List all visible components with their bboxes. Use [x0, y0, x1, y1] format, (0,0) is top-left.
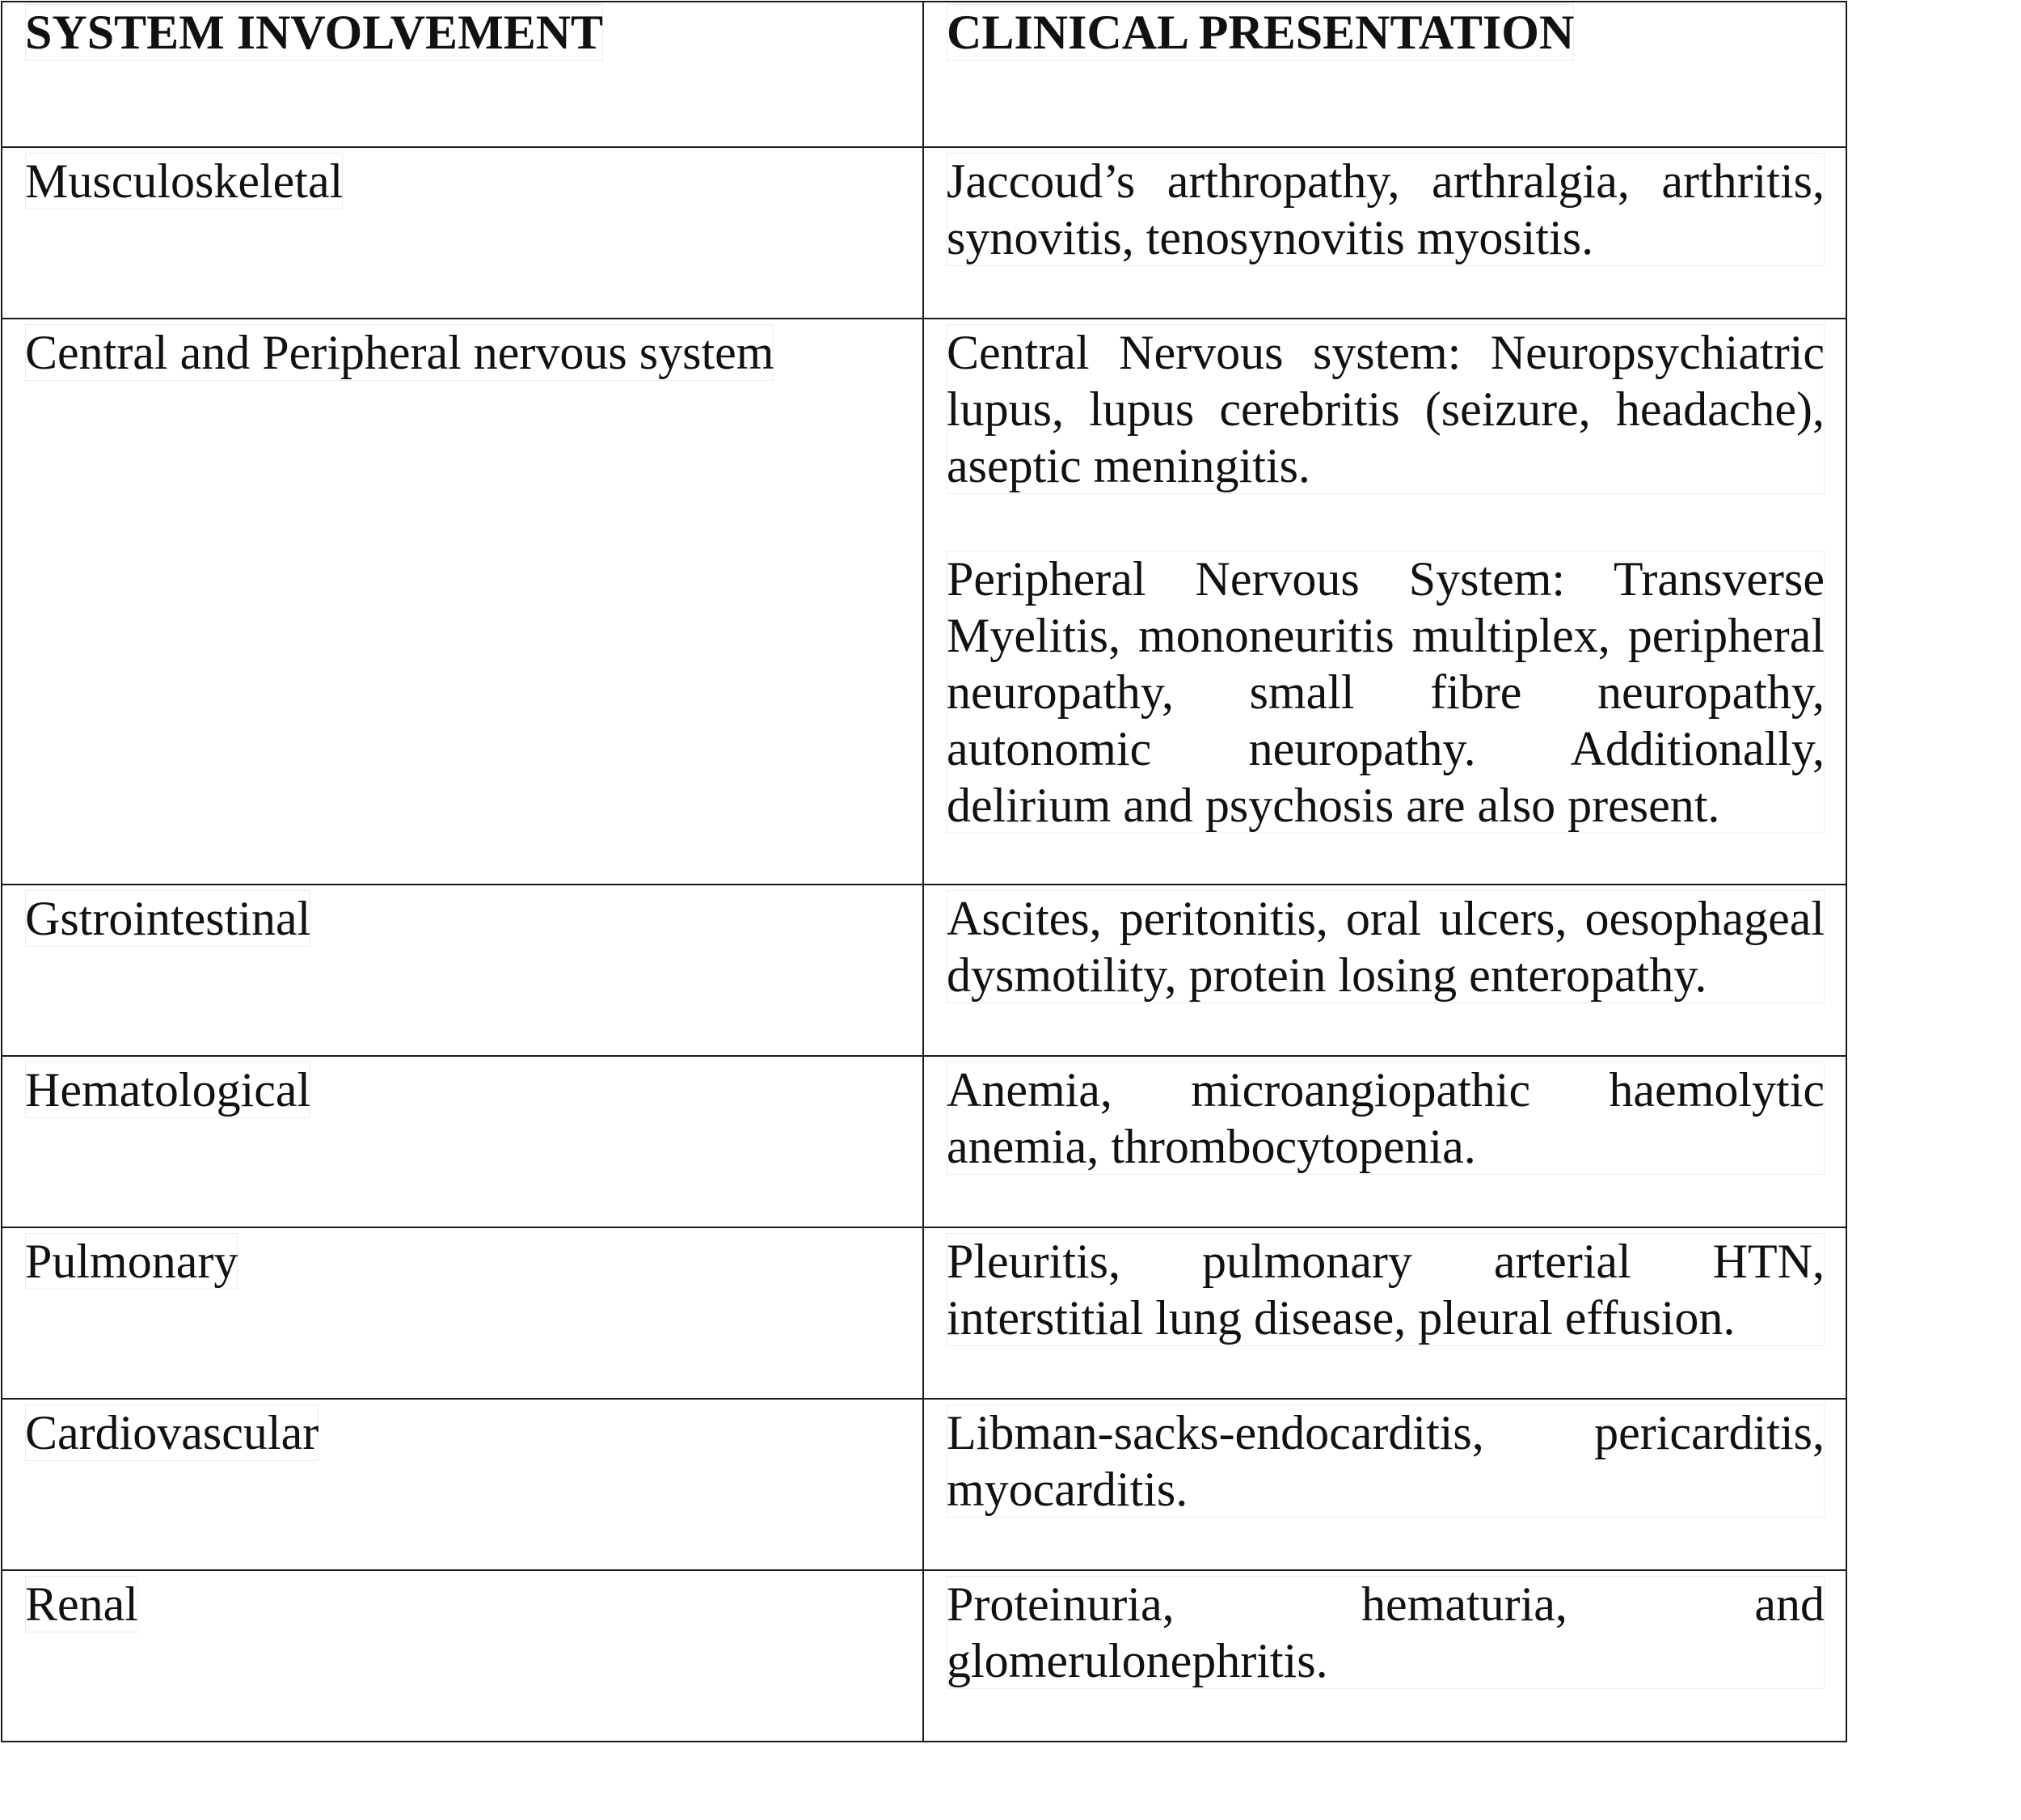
table-row	[2, 1570, 1846, 1742]
system-cell	[2, 1399, 923, 1570]
presentation-cell	[923, 319, 1846, 885]
presentation-cell	[923, 1399, 1846, 1570]
system-cell	[2, 1227, 923, 1399]
presentation-text: Pleuritis, pulmonary arterial HTN, interstitial lung disease, pleural effusion.	[947, 1235, 1825, 1345]
presentation-text: Jaccoud’s arthropathy, arthralgia, arthritis, synovitis, tenosynovitis myositis.	[947, 154, 1825, 264]
system-cell	[2, 1056, 923, 1227]
presentation-text-peripheral: Peripheral Nervous System: Transverse Myelitis, mononeuritis multiplex, peripheral neuropathy, small fibre neuropathy, autonomic neuropathy. Additionally, delirium and psychosis are also present.	[947, 552, 1825, 832]
presentation-cell	[923, 885, 1846, 1056]
system-name: Gstrointestinal	[25, 892, 311, 945]
system-name: Cardiovascular	[25, 1406, 319, 1459]
system-cell	[2, 885, 923, 1056]
presentation-cell	[923, 1227, 1846, 1399]
table-row	[2, 1399, 1846, 1570]
system-involvement-table	[1, 1, 1847, 1742]
system-name: Hematological	[25, 1063, 311, 1117]
presentation-text-central: Central Nervous system: Neuropsychiatric lupus, lupus cerebritis (seizure, headache), aseptic meningitis.	[947, 326, 1825, 492]
system-name: Pulmonary	[25, 1235, 238, 1288]
system-name: Musculoskeletal	[25, 154, 344, 208]
presentation-cell	[923, 147, 1846, 319]
table-row	[2, 885, 1846, 1056]
table-row	[2, 147, 1846, 319]
presentation-text: Libman-sacks-endocarditis, pericarditis, myocarditis.	[947, 1406, 1825, 1516]
header-system-involvement: SYSTEM INVOLVEMENT	[25, 6, 604, 59]
system-cell	[2, 1570, 923, 1742]
table-row	[2, 1056, 1846, 1227]
system-name: Central and Peripheral nervous system	[25, 326, 774, 379]
system-cell	[2, 319, 923, 885]
header-clinical-presentation: CLINICAL PRESENTATION	[947, 6, 1575, 59]
presentation-text: Anemia, microangiopathic haemolytic anemia, thrombocytopenia.	[947, 1063, 1825, 1173]
presentation-text: Ascites, peritonitis, oral ulcers, oesophageal dysmotility, protein losing enteropathy.	[947, 892, 1825, 1002]
table-row	[2, 319, 1846, 885]
presentation-text: Proteinuria, hematuria, and glomerulonephritis.	[947, 1577, 1825, 1687]
table-header-row	[2, 2, 1846, 147]
header-cell-presentation	[923, 2, 1846, 147]
header-cell-system	[2, 2, 923, 147]
presentation-cell	[923, 1570, 1846, 1742]
system-cell	[2, 147, 923, 319]
table-row	[2, 1227, 1846, 1399]
system-name: Renal	[25, 1577, 138, 1631]
presentation-cell	[923, 1056, 1846, 1227]
